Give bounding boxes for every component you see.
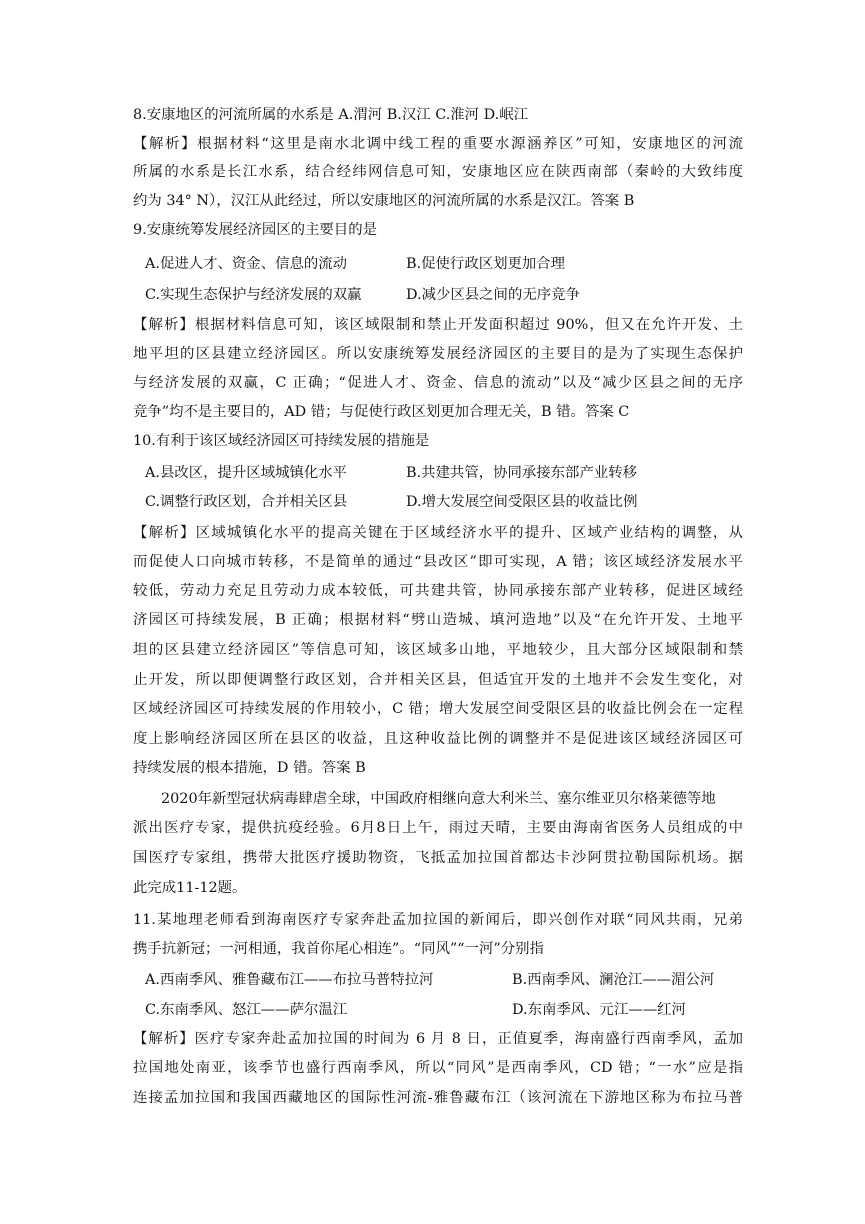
q11-analysis-line: 拉国地处南亚，该季节也盛行西南季风，所以“同风”是西南季风，CD 错；“一水”应是指 bbox=[133, 1060, 743, 1076]
q10-option-a: A.县改区，提升区域城镇化水平 bbox=[145, 465, 348, 481]
q11-stem-line: 携手抗新冠；一河相通，我首你尾心相连”。“同风”“一河”分别指 bbox=[133, 941, 544, 957]
q8-analysis-line: 约为 34° N），汉江从此经过，所以安康地区的河流所属的水系是汉江。答案 B bbox=[133, 193, 635, 209]
q10-analysis-line: 较低，劳动力充足且劳动力成本较低，可共建共管，协同承接东部产业转移，促进区域经 bbox=[133, 583, 743, 599]
q10-analysis-line: 度上影响经济园区所在县区的收益，且这种收益比例的调整并不是促进该区域经济园区可 bbox=[133, 731, 743, 747]
q11-option-c: C.东南季风、怒江——萨尔温江 bbox=[145, 1002, 348, 1018]
q9-option-c: C.实现生态保护与经济发展的双赢 bbox=[145, 287, 362, 303]
q9-analysis-line: 与经济发展的双赢，C 正确；“促进人才、资金、信息的流动”以及“减少区县之间的无序 bbox=[133, 375, 743, 391]
q10-analysis-line: 而促使人口向城市转移，不是简单的通过“县改区”即可实现，A 错；该区域经济发展水平 bbox=[133, 554, 743, 570]
q9-analysis-line: 地平坦的区县建立经济园区。所以安康统筹发展经济园区的主要目的是为了实现生态保护 bbox=[133, 346, 743, 362]
material-line: 国医疗专家组，携带大批医疗援助物资，飞抵孟加拉国首都达卡沙阿贯拉勒国际机场。据 bbox=[133, 850, 743, 866]
q10-analysis-line: 持续发展的根本措施，D 错。答案 B bbox=[133, 760, 366, 776]
q9-option-a: A.促进人才、资金、信息的流动 bbox=[145, 256, 348, 272]
q10-option-b: B.共建共管，协同承接东部产业转移 bbox=[406, 465, 638, 481]
q8-line: 8.安康地区的河流所属的水系是 A.渭河 B.汉江 C.淮河 D.岷江 bbox=[133, 107, 529, 123]
q10-analysis-line: 济园区可持续发展，B 正确；根据材料“劈山造城、填河造地”以及“在允许开发、土地平 bbox=[133, 612, 743, 628]
q9-stem: 9.安康统筹发展经济园区的主要目的是 bbox=[133, 222, 377, 238]
q11-option-d: D.东南季风、元江——红河 bbox=[512, 1002, 686, 1018]
q11-option-a: A.西南季风、雅鲁藏布江——布拉马普特拉河 bbox=[145, 972, 434, 988]
q10-option-c: C.调整行政区划，合并相关区县 bbox=[145, 494, 348, 510]
q10-analysis-line: 止开发，所以即便调整行政区划，合并相关区县，但适宜开发的土地并不会发生变化，对 bbox=[133, 672, 743, 688]
q10-analysis-line: 【解析】区域城镇化水平的提高关键在于区域经济水平的提升、区域产业结构的调整，从 bbox=[133, 525, 743, 541]
q8-analysis-line: 所属的水系是长江水系，结合经纬网信息可知，安康地区应在陕西南部（秦岭的大致纬度 bbox=[133, 164, 743, 180]
q10-option-d: D.增大发展空间受限区县的收益比例 bbox=[406, 494, 638, 510]
q10-analysis-line: 坦的区县建立经济园区”等信息可知，该区域多山地，平地较少，且大部分区域限制和禁 bbox=[133, 642, 743, 658]
q10-stem: 10.有利于该区域经济园区可持续发展的措施是 bbox=[133, 433, 430, 449]
material-line: 2020年新型冠状病毒肆虐全球，中国政府相继向意大利米兰、塞尔维亚贝尔格莱德等地 bbox=[161, 791, 716, 807]
q9-option-d: D.减少区县之间的无序竞争 bbox=[406, 287, 580, 303]
q9-analysis-line: 【解析】根据材料信息可知，该区域限制和禁止开发面积超过 90%，但又在允许开发、土 bbox=[133, 317, 743, 333]
q11-stem-line: 11.某地理老师看到海南医疗专家奔赴孟加拉国的新闻后，即兴创作对联“同风共雨，兄弟 bbox=[133, 912, 743, 928]
q9-analysis-line: 竞争”均不是主要目的，AD 错；与促使行政区划更加合理无关，B 错。答案 C bbox=[133, 404, 630, 420]
q9-option-b: B.促使行政区划更加合理 bbox=[406, 256, 566, 272]
q8-analysis-line: 【解析】根据材料“这里是南水北调中线工程的重要水源涵养区”可知，安康地区的河流 bbox=[133, 136, 743, 152]
q11-analysis-line: 【解析】医疗专家奔赴孟加拉国的时间为 6 月 8 日，正值夏季，海南盛行西南季风，孟加 bbox=[133, 1031, 743, 1047]
material-line: 派出医疗专家，提供抗疫经验。6月8日上午，雨过天晴，主要由海南省医务人员组成的中 bbox=[133, 820, 743, 836]
q10-analysis-line: 区域经济园区可持续发展的作用较小，C 错；增大发展空间受限区县的收益比例会在一定程 bbox=[133, 701, 743, 717]
q11-option-b: B.西南季风、澜沧江——湄公河 bbox=[512, 972, 715, 988]
material-line: 此完成11-12题。 bbox=[133, 880, 247, 896]
q11-analysis-line: 连接孟加拉国和我国西藏地区的国际性河流-雅鲁藏布江（该河流在下游地区称为布拉马普 bbox=[133, 1090, 743, 1106]
